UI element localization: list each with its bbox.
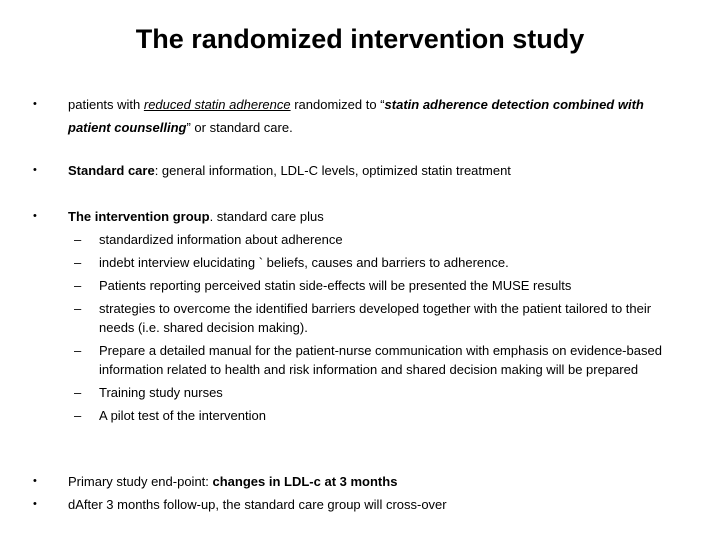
dash-icon: –	[74, 278, 82, 293]
b4-pre: Primary study end-point:	[68, 474, 213, 489]
dash-icon: –	[74, 385, 82, 400]
sub-item	[68, 297, 678, 339]
dash-icon: –	[74, 343, 82, 358]
b3-bold: The intervention group	[68, 209, 210, 224]
sub-item	[68, 274, 678, 297]
dash-icon: –	[74, 301, 82, 316]
sub-item	[68, 228, 678, 251]
sub-item-text: A pilot test of the intervention	[99, 408, 266, 423]
bullet-intervention-group	[68, 205, 678, 427]
sub-item	[68, 404, 678, 427]
bullet-icon: •	[33, 475, 37, 487]
slide-title: The randomized intervention study	[135, 24, 585, 54]
dash-icon: –	[74, 232, 82, 247]
bullet-icon: •	[33, 98, 37, 110]
dash-icon: –	[74, 408, 82, 423]
sub-item-text: Patients reporting perceived statin side-effects will be presented the MUSE results	[99, 278, 572, 293]
b4-bold: changes in LDL-c at 3 months	[212, 474, 398, 489]
b2-rest: : general information, LDL-C levels, optimized statin treatment	[154, 163, 511, 178]
sub-item-text: strategies to overcome the identified barriers developed together with the patient tailored to their needs (i.e. shared decision making).	[99, 301, 652, 335]
sub-item	[68, 251, 678, 274]
b1-underlined: reduced statin adherence	[143, 97, 291, 112]
bullet-end-point	[68, 470, 678, 493]
bullet-standard-care	[68, 159, 678, 182]
bullet-patients	[68, 93, 678, 139]
dash-icon: –	[74, 255, 82, 270]
b3-rest: . standard care plus	[209, 209, 324, 224]
sub-item-text: standardized information about adherence	[99, 232, 343, 247]
b3-heading	[68, 205, 678, 228]
sub-item-text: Training study nurses	[99, 385, 223, 400]
b1-post: ” or standard care.	[186, 120, 293, 135]
bullet-icon: •	[33, 498, 37, 510]
sub-item	[68, 339, 678, 381]
bullet-icon: •	[33, 210, 37, 222]
bullet-cross-over: dAfter 3 months follow-up, the standard care group will cross-over	[68, 497, 447, 512]
b1-bold-italic: statin adherence detection combined with patient counselling	[68, 97, 644, 135]
sub-item-text: indebt interview elucidating ` beliefs, causes and barriers to adherence.	[99, 255, 509, 270]
bullet-icon: •	[33, 164, 37, 176]
b1-pre: patients with	[68, 97, 144, 112]
sub-item-text: Prepare a detailed manual for the patient-nurse communication with emphasis on evidence-based information related to health and risk information and shared decision making will be prepared	[99, 343, 662, 377]
b1-mid: randomized to “	[290, 97, 385, 112]
sub-item	[68, 381, 678, 404]
b2-bold: Standard care	[68, 163, 155, 178]
